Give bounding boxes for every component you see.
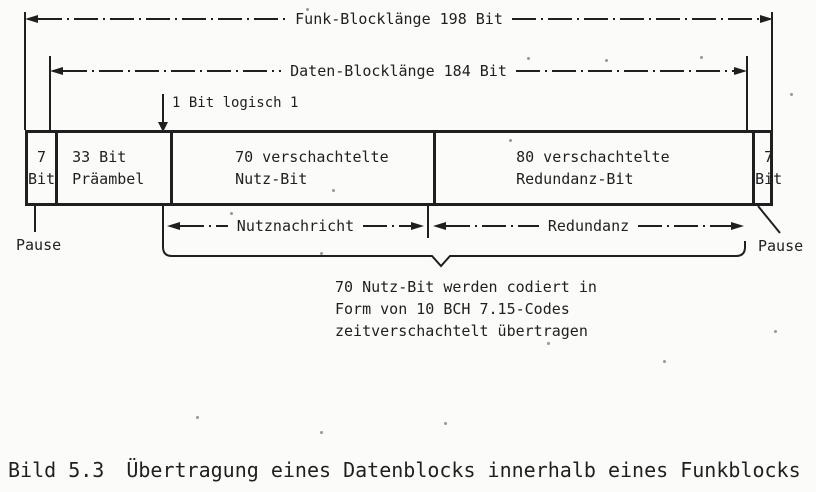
pause-left-leader-line [34, 205, 36, 232]
scan-speck [774, 330, 777, 333]
extension-line-outer-left [24, 12, 26, 130]
cell-redundanz-bit [436, 133, 755, 203]
coding-note-line: Form von 10 BCH 7.15-Codes [335, 300, 570, 318]
scan-speck [790, 93, 793, 96]
daten-blocklaenge-label: Daten-Blocklänge 184 Bit [290, 62, 507, 80]
pause-right-label: Pause [758, 237, 804, 255]
arrow-left-icon [25, 15, 38, 23]
brace-shape [155, 200, 755, 275]
cell-text: Präambel [72, 170, 145, 188]
cell-text: Bit [755, 170, 783, 188]
cell-pause-left [28, 133, 58, 203]
scan-speck [320, 252, 323, 255]
pause-right-leader-line [750, 202, 794, 240]
extension-line-inner-left [49, 56, 51, 130]
scan-speck [605, 59, 608, 62]
scan-speck [196, 416, 199, 419]
cell-praeambel [58, 133, 173, 203]
cell-text: 33 Bit [72, 148, 127, 166]
cell-text: 7 [37, 148, 47, 166]
scan-speck [618, 174, 621, 177]
extension-line-inner-right [746, 56, 748, 130]
nutznachricht-label: Nutznachricht [236, 217, 355, 235]
cell-text: Nutz-Bit [235, 170, 308, 188]
funk-blocklaenge-dimension [25, 11, 773, 27]
scan-speck [700, 56, 703, 59]
cell-pause-right [755, 133, 782, 203]
scan-speck [332, 189, 335, 192]
coding-note-line: 70 Nutz-Bit werden codiert in [335, 278, 597, 296]
extension-line-outer-right [771, 12, 773, 130]
scan-speck [509, 139, 512, 142]
scan-speck [527, 57, 530, 60]
scan-speck [306, 8, 309, 11]
cell-text: Bit [28, 170, 56, 188]
cell-text: 7 [764, 148, 774, 166]
cell-nutz-bit [173, 133, 436, 203]
scan-speck [320, 431, 323, 434]
bit-marker-label: 1 Bit logisch 1 [172, 95, 299, 111]
cell-text: 70 verschachtelte [235, 148, 389, 166]
funk-blocklaenge-label: Funk-Blocklänge 198 Bit [295, 10, 503, 28]
figure-caption-text: Übertragung eines Datenblocks innerhalb eines Funkblocks [126, 458, 801, 482]
scan-speck [230, 212, 233, 215]
funk-block [25, 130, 783, 206]
figure-number: Bild 5.3 [8, 458, 105, 482]
cell-text: 80 verschachtelte [516, 148, 670, 166]
coding-note [335, 276, 597, 342]
figure-caption [8, 458, 801, 482]
cell-text: Redundanz-Bit [516, 170, 634, 188]
coding-note-line: zeitverschachtelt übertragen [335, 322, 588, 340]
daten-blocklaenge-dimension [50, 63, 747, 79]
scan-speck [444, 422, 447, 425]
pause-left-label: Pause [16, 236, 62, 254]
scan-speck [663, 360, 666, 363]
arrow-left-icon [50, 67, 63, 75]
scan-speck [547, 342, 550, 345]
redundanz-label: Redundanz [547, 217, 630, 235]
